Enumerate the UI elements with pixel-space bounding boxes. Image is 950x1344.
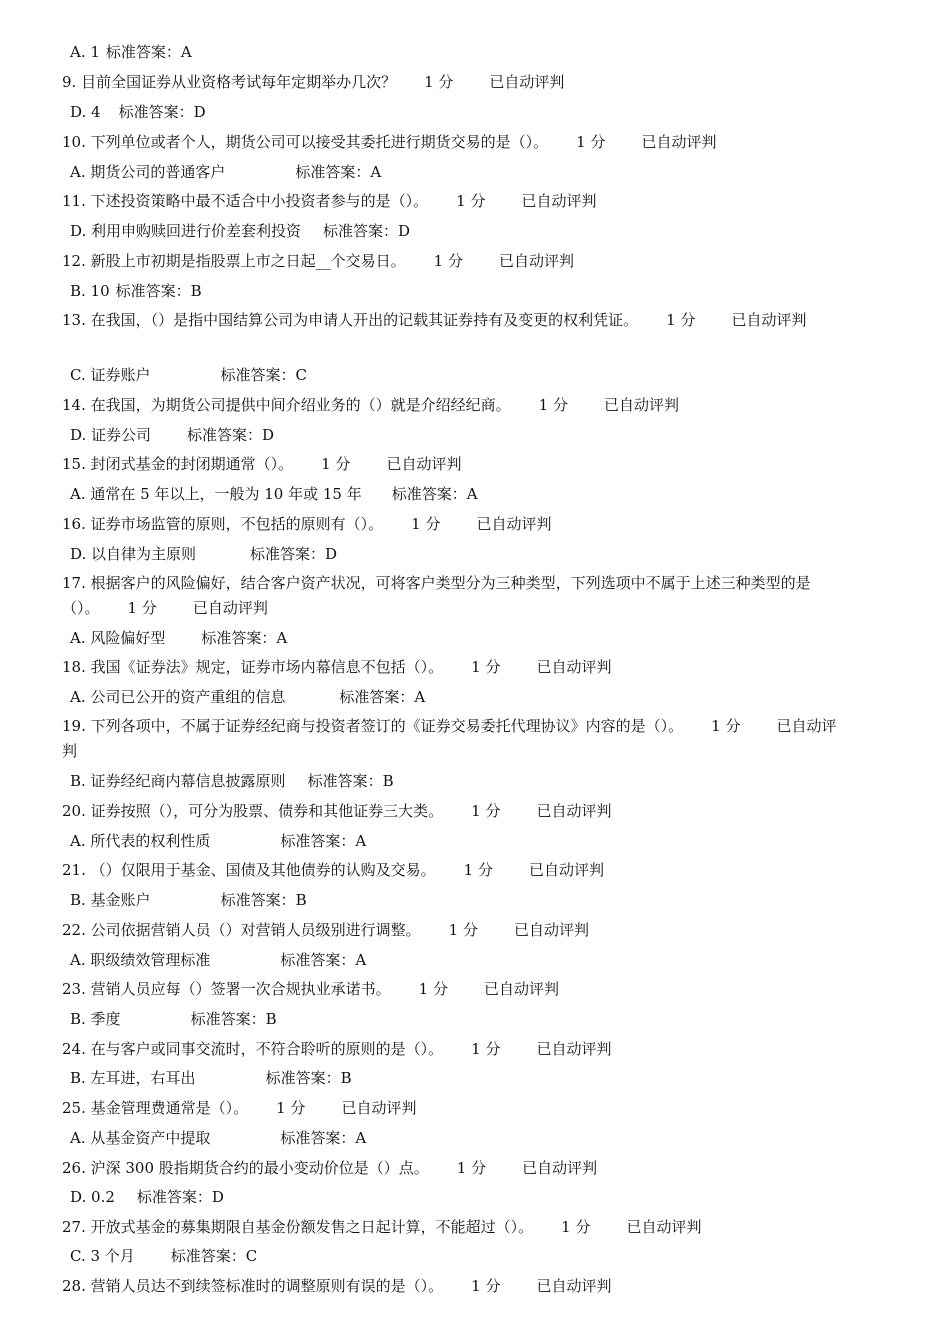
question-line bbox=[62, 251, 574, 271]
question-text: 25. 基金管理费通常是（）。 bbox=[62, 1099, 249, 1117]
score-label: 1 分 bbox=[576, 133, 606, 151]
question-line bbox=[62, 801, 611, 821]
standard-answer: 标准答案：D bbox=[118, 103, 206, 121]
grading-status: 已自动评判 bbox=[626, 1218, 702, 1236]
score-label: 1 分 bbox=[471, 1277, 501, 1295]
question-line bbox=[62, 454, 461, 474]
answer-line bbox=[70, 365, 307, 385]
answer-line bbox=[70, 1187, 224, 1207]
question-line bbox=[62, 308, 837, 333]
grading-status: 已自动评判 bbox=[536, 802, 612, 820]
grading-status: 已自动评判 bbox=[536, 658, 612, 676]
standard-answer: 标准答案：B bbox=[220, 891, 307, 909]
question-line bbox=[62, 571, 837, 621]
score-label: 1 分 bbox=[321, 455, 351, 473]
score-label: 1 分 bbox=[418, 980, 448, 998]
selected-option: D. 利用申购赎回进行价差套利投资 bbox=[70, 222, 302, 240]
score-label: 1 分 bbox=[471, 802, 501, 820]
question-line bbox=[62, 1158, 597, 1178]
selected-option: A. 从基金资产中提取 bbox=[70, 1129, 211, 1147]
standard-answer: 标准答案：D bbox=[136, 1188, 224, 1206]
grading-status: 已自动评判 bbox=[536, 1277, 612, 1295]
score-label: 1 分 bbox=[711, 717, 741, 735]
standard-answer: 标准答案：A bbox=[391, 485, 478, 503]
answer-line bbox=[70, 831, 366, 851]
standard-answer: 标准答案：C bbox=[220, 366, 307, 384]
question-line bbox=[62, 979, 559, 999]
standard-answer: 标准答案：A bbox=[280, 951, 367, 969]
grading-status: 已自动评判 bbox=[641, 133, 717, 151]
selected-option: D. 4 bbox=[70, 103, 101, 121]
question-text: 17. 根据客户的风险偏好，结合客户资产状况，可将客户类型分为三种类型，下列选项中不属于上述三种类型的是（）。 bbox=[62, 574, 811, 617]
grading-status: 已自动评判 bbox=[476, 515, 552, 533]
question-line bbox=[62, 860, 604, 880]
selected-option: B. 季度 bbox=[70, 1010, 121, 1028]
answer-line bbox=[70, 1009, 277, 1029]
standard-answer: 标准答案：C bbox=[170, 1247, 258, 1265]
grading-status: 已自动评判 bbox=[341, 1099, 417, 1117]
answer-line bbox=[70, 1128, 366, 1148]
question-line bbox=[62, 191, 596, 211]
question-line bbox=[62, 1217, 701, 1237]
question-text: 10. 下列单位或者个人，期货公司可以接受其委托进行期货交易的是（）。 bbox=[62, 133, 549, 151]
standard-answer: 标准答案：A bbox=[280, 1129, 367, 1147]
selected-option: A. 风险偏好型 bbox=[70, 629, 166, 647]
score-label: 1 分 bbox=[448, 921, 478, 939]
question-text: 14. 在我国，为期货公司提供中间介绍业务的（）就是介绍经纪商。 bbox=[62, 396, 511, 414]
score-label: 1 分 bbox=[424, 73, 454, 91]
question-text: 24. 在与客户或同事交流时，不符合聆听的原则的是（）。 bbox=[62, 1040, 444, 1058]
selected-option: B. 左耳进，右耳出 bbox=[70, 1069, 196, 1087]
selected-option: A. 通常在 5 年以上，一般为 10 年或 15 年 bbox=[70, 485, 362, 503]
grading-status: 已自动评判 bbox=[603, 396, 679, 414]
grading-status: 已自动评判 bbox=[386, 455, 462, 473]
question-text: 16. 证券市场监管的原则，不包括的原则有（）。 bbox=[62, 515, 384, 533]
answer-line bbox=[70, 281, 202, 301]
answer-line bbox=[70, 950, 366, 970]
standard-answer: 标准答案：D bbox=[187, 426, 275, 444]
grading-status: 已自动评判 bbox=[498, 252, 574, 270]
grading-status: 已自动评判 bbox=[536, 1040, 612, 1058]
standard-answer: 标准答案：D bbox=[250, 545, 338, 563]
standard-answer: 标准答案：B bbox=[115, 282, 202, 300]
question-line bbox=[62, 1276, 611, 1296]
question-line bbox=[62, 1039, 611, 1059]
score-label: 1 分 bbox=[471, 1040, 501, 1058]
grading-status: 已自动评判 bbox=[192, 599, 268, 617]
answer-line bbox=[70, 771, 394, 791]
score-label: 1 分 bbox=[463, 861, 493, 879]
grading-status: 已自动评判 bbox=[521, 192, 597, 210]
standard-answer: 标准答案：A bbox=[280, 832, 367, 850]
grading-status: 已自动评判 bbox=[62, 717, 837, 760]
selected-option: D. 以自律为主原则 bbox=[70, 545, 197, 563]
question-text: 27. 开放式基金的募集期限自基金份额发售之日起计算，不能超过（）。 bbox=[62, 1218, 534, 1236]
score-label: 1 分 bbox=[411, 515, 441, 533]
score-label: 1 分 bbox=[538, 396, 568, 414]
standard-answer: 标准答案：B bbox=[190, 1010, 277, 1028]
question-line bbox=[62, 514, 551, 534]
selected-option: A. 所代表的权利性质 bbox=[70, 832, 211, 850]
selected-option: C. 3 个月 bbox=[70, 1247, 135, 1265]
grading-status: 已自动评判 bbox=[522, 1159, 598, 1177]
question-line bbox=[62, 72, 564, 92]
question-text: 26. 沪深 300 股指期货合约的最小变动价位是（）点。 bbox=[62, 1159, 429, 1177]
standard-answer: 标准答案：B bbox=[265, 1069, 352, 1087]
answer-line bbox=[70, 221, 410, 241]
score-label: 1 分 bbox=[471, 658, 501, 676]
answer-line bbox=[70, 162, 381, 182]
grading-status: 已自动评判 bbox=[731, 311, 807, 329]
question-line bbox=[62, 920, 589, 940]
standard-answer: 标准答案：A bbox=[201, 629, 288, 647]
answer-line bbox=[70, 102, 206, 122]
question-line bbox=[62, 1098, 416, 1118]
answer-line bbox=[70, 1068, 352, 1088]
answer-line bbox=[70, 890, 307, 910]
answer-line bbox=[70, 484, 478, 504]
answer-line bbox=[70, 42, 192, 62]
standard-answer: 标准答案：A bbox=[339, 688, 426, 706]
selected-option: A. 期货公司的普通客户 bbox=[70, 163, 226, 181]
selected-option: A. 职级绩效管理标准 bbox=[70, 951, 211, 969]
question-line bbox=[62, 132, 716, 152]
standard-answer: 标准答案：D bbox=[323, 222, 411, 240]
score-label: 1 分 bbox=[433, 252, 463, 270]
answer-line bbox=[70, 1246, 257, 1266]
selected-option: B. 证券经纪商内幕信息披露原则 bbox=[70, 772, 286, 790]
selected-option: D. 0.2 bbox=[70, 1188, 115, 1206]
question-text: 28. 营销人员达不到续签标准时的调整原则有误的是（）。 bbox=[62, 1277, 444, 1295]
question-text: 12. 新股上市初期是指股票上市之日起__个交易日。 bbox=[62, 252, 406, 270]
standard-answer: 标准答案：A bbox=[105, 43, 192, 61]
score-label: 1 分 bbox=[666, 311, 696, 329]
standard-answer: 标准答案：B bbox=[307, 772, 394, 790]
answer-line bbox=[70, 425, 274, 445]
question-text: 11. 下述投资策略中最不适合中小投资者参与的是（）。 bbox=[62, 192, 429, 210]
selected-option: C. 证券账户 bbox=[70, 366, 151, 384]
score-label: 1 分 bbox=[276, 1099, 306, 1117]
answer-line bbox=[70, 628, 287, 648]
selected-option: B. 10 bbox=[70, 282, 110, 300]
selected-option: A. 1 bbox=[70, 43, 100, 61]
question-text: 20. 证券按照（），可分为股票、债券和其他证券三大类。 bbox=[62, 802, 444, 820]
answer-line bbox=[70, 544, 337, 564]
question-text: 21. （）仅限用于基金、国债及其他债券的认购及交易。 bbox=[62, 861, 436, 879]
selected-option: B. 基金账户 bbox=[70, 891, 151, 909]
question-text: 22. 公司依据营销人员（）对营销人员级别进行调整。 bbox=[62, 921, 421, 939]
grading-status: 已自动评判 bbox=[483, 980, 559, 998]
question-text: 13. 在我国，（）是指中国结算公司为申请人开出的记载其证券持有及变更的权利凭证。 bbox=[62, 311, 639, 329]
score-label: 1 分 bbox=[561, 1218, 591, 1236]
question-text: 19. 下列各项中，不属于证券经纪商与投资者签订的《证券交易委托代理协议》内容的是（）。 bbox=[62, 717, 684, 735]
grading-status: 已自动评判 bbox=[489, 73, 565, 91]
question-line bbox=[62, 657, 611, 677]
answer-line bbox=[70, 687, 425, 707]
question-line bbox=[62, 395, 679, 415]
score-label: 1 分 bbox=[456, 192, 486, 210]
selected-option: D. 证券公司 bbox=[70, 426, 152, 444]
question-text: 9. 目前全国证券从业资格考试每年定期举办几次？ bbox=[62, 73, 397, 91]
grading-status: 已自动评判 bbox=[513, 921, 589, 939]
score-label: 1 分 bbox=[127, 599, 157, 617]
question-text: 15. 封闭式基金的封闭期通常（）。 bbox=[62, 455, 294, 473]
question-text: 23. 营销人员应每（）签署一次合规执业承诺书。 bbox=[62, 980, 391, 998]
grading-status: 已自动评判 bbox=[528, 861, 604, 879]
selected-option: A. 公司已公开的资产重组的信息 bbox=[70, 688, 286, 706]
standard-answer: 标准答案：A bbox=[295, 163, 382, 181]
question-line bbox=[62, 714, 837, 764]
score-label: 1 分 bbox=[456, 1159, 487, 1177]
question-text: 18. 我国《证券法》规定，证券市场内幕信息不包括（）。 bbox=[62, 658, 444, 676]
